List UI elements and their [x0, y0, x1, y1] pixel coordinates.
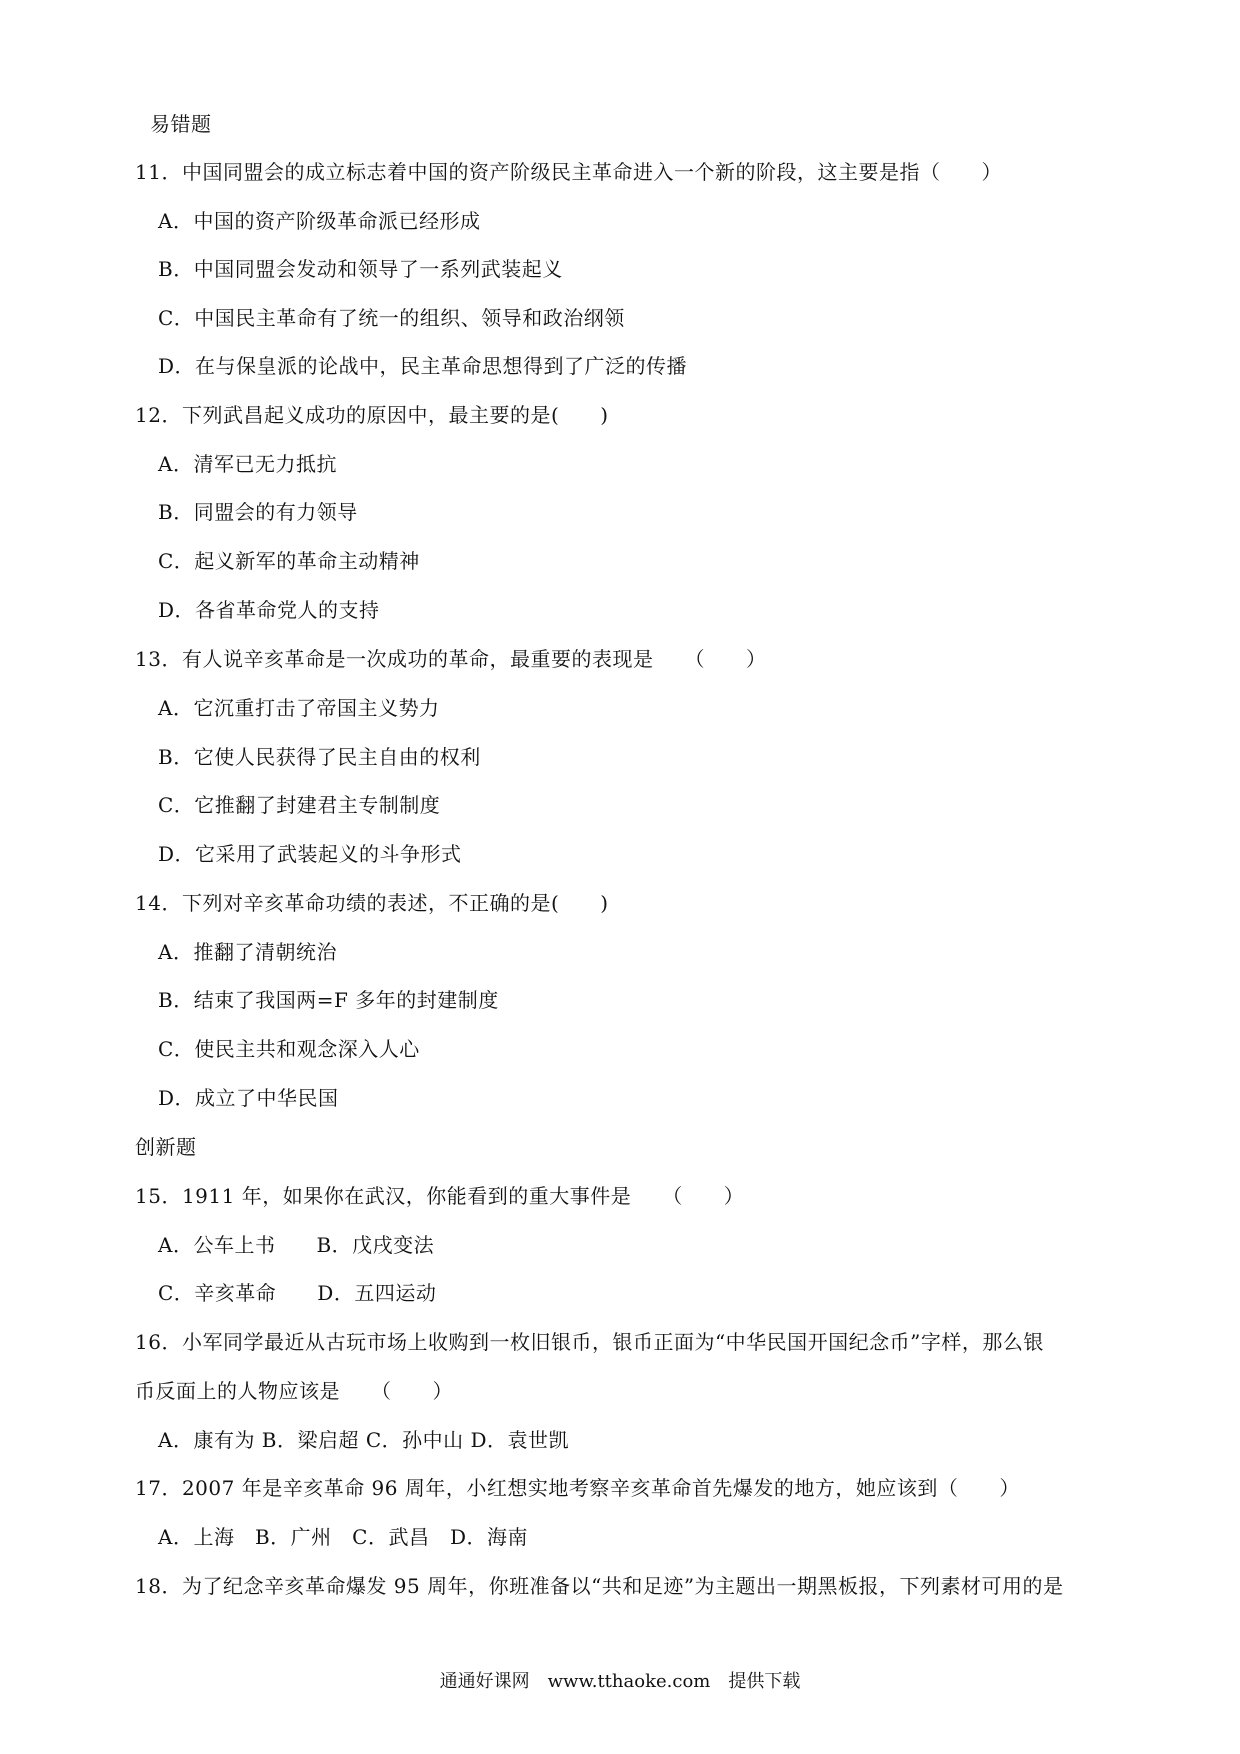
page-footer: 通通好课网 www.tthaoke.com 提供下载 [439, 1671, 801, 1692]
question-14-option-b: B．结束了我国两=F 多年的封建制度 [158, 988, 499, 1012]
question-11-option-a: A．中国的资产阶级革命派已经形成 [158, 209, 481, 233]
question-14-stem: 14．下列对辛亥革命功绩的表述，不正确的是( ) [135, 891, 609, 915]
question-16-options: A．康有为 B．梁启超 C．孙中山 D．袁世凯 [158, 1428, 570, 1452]
question-18-stem: 18．为了纪念辛亥革命爆发 95 周年，你班准备以“共和足迹”为主题出一期黑板报，下列素材可用的是 [135, 1574, 1064, 1598]
question-11-option-b: B．中国同盟会发动和领导了一系列武装起义 [158, 257, 563, 281]
question-14-option-c: C．使民主共和观念深入人心 [158, 1037, 420, 1061]
question-13-option-c: C．它推翻了封建君主专制制度 [158, 793, 441, 817]
question-12-option-d: D．各省革命党人的支持 [158, 598, 380, 622]
question-15-stem: 15．1911 年，如果你在武汉，你能看到的重大事件是 （ ） [135, 1184, 745, 1208]
question-16-stem-line1: 16．小军同学最近从古玩市场上收购到一枚旧银币，银币正面为“中华民国开国纪念币”字样，那么银 [135, 1330, 1044, 1354]
question-11-stem: 11．中国同盟会的成立标志着中国的资产阶级民主革命进入一个新的阶段，这主要是指（ ） [135, 160, 1002, 184]
question-12-stem: 12．下列武昌起义成功的原因中，最主要的是( ) [135, 403, 609, 427]
question-14-option-d: D．成立了中华民国 [158, 1086, 339, 1110]
section-heading-yicuo: 易错题 [150, 112, 212, 136]
question-13-option-d: D．它采用了武装起义的斗争形式 [158, 842, 462, 866]
question-17-stem: 17．2007 年是辛亥革命 96 周年，小红想实地考察辛亥革命首先爆发的地方，她应该到（ ） [135, 1476, 1020, 1500]
question-13-option-b: B．它使人民获得了民主自由的权利 [158, 745, 481, 769]
question-15-options-ab: A．公车上书 B．戊戌变法 [158, 1233, 435, 1257]
question-12-option-c: C．起义新军的革命主动精神 [158, 549, 420, 573]
section-heading-chuangxin: 创新题 [135, 1135, 197, 1159]
question-11-option-c: C．中国民主革命有了统一的组织、领导和政治纲领 [158, 306, 625, 330]
question-17-options: A．上海 B．广州 C．武昌 D．海南 [158, 1525, 528, 1549]
question-14-option-a: A．推翻了清朝统治 [158, 940, 337, 964]
question-16-stem-line2: 币反面上的人物应该是 （ ） [135, 1379, 453, 1403]
question-12-option-b: B．同盟会的有力领导 [158, 500, 358, 524]
question-12-option-a: A．清军已无力抵抗 [158, 452, 337, 476]
question-13-stem: 13．有人说辛亥革命是一次成功的革命，最重要的表现是 （ ） [135, 647, 767, 671]
question-13-option-a: A．它沉重打击了帝国主义势力 [158, 696, 440, 720]
question-11-option-d: D．在与保皇派的论战中，民主革命思想得到了广泛的传播 [158, 354, 688, 378]
question-15-options-cd: C．辛亥革命 D．五四运动 [158, 1281, 437, 1305]
